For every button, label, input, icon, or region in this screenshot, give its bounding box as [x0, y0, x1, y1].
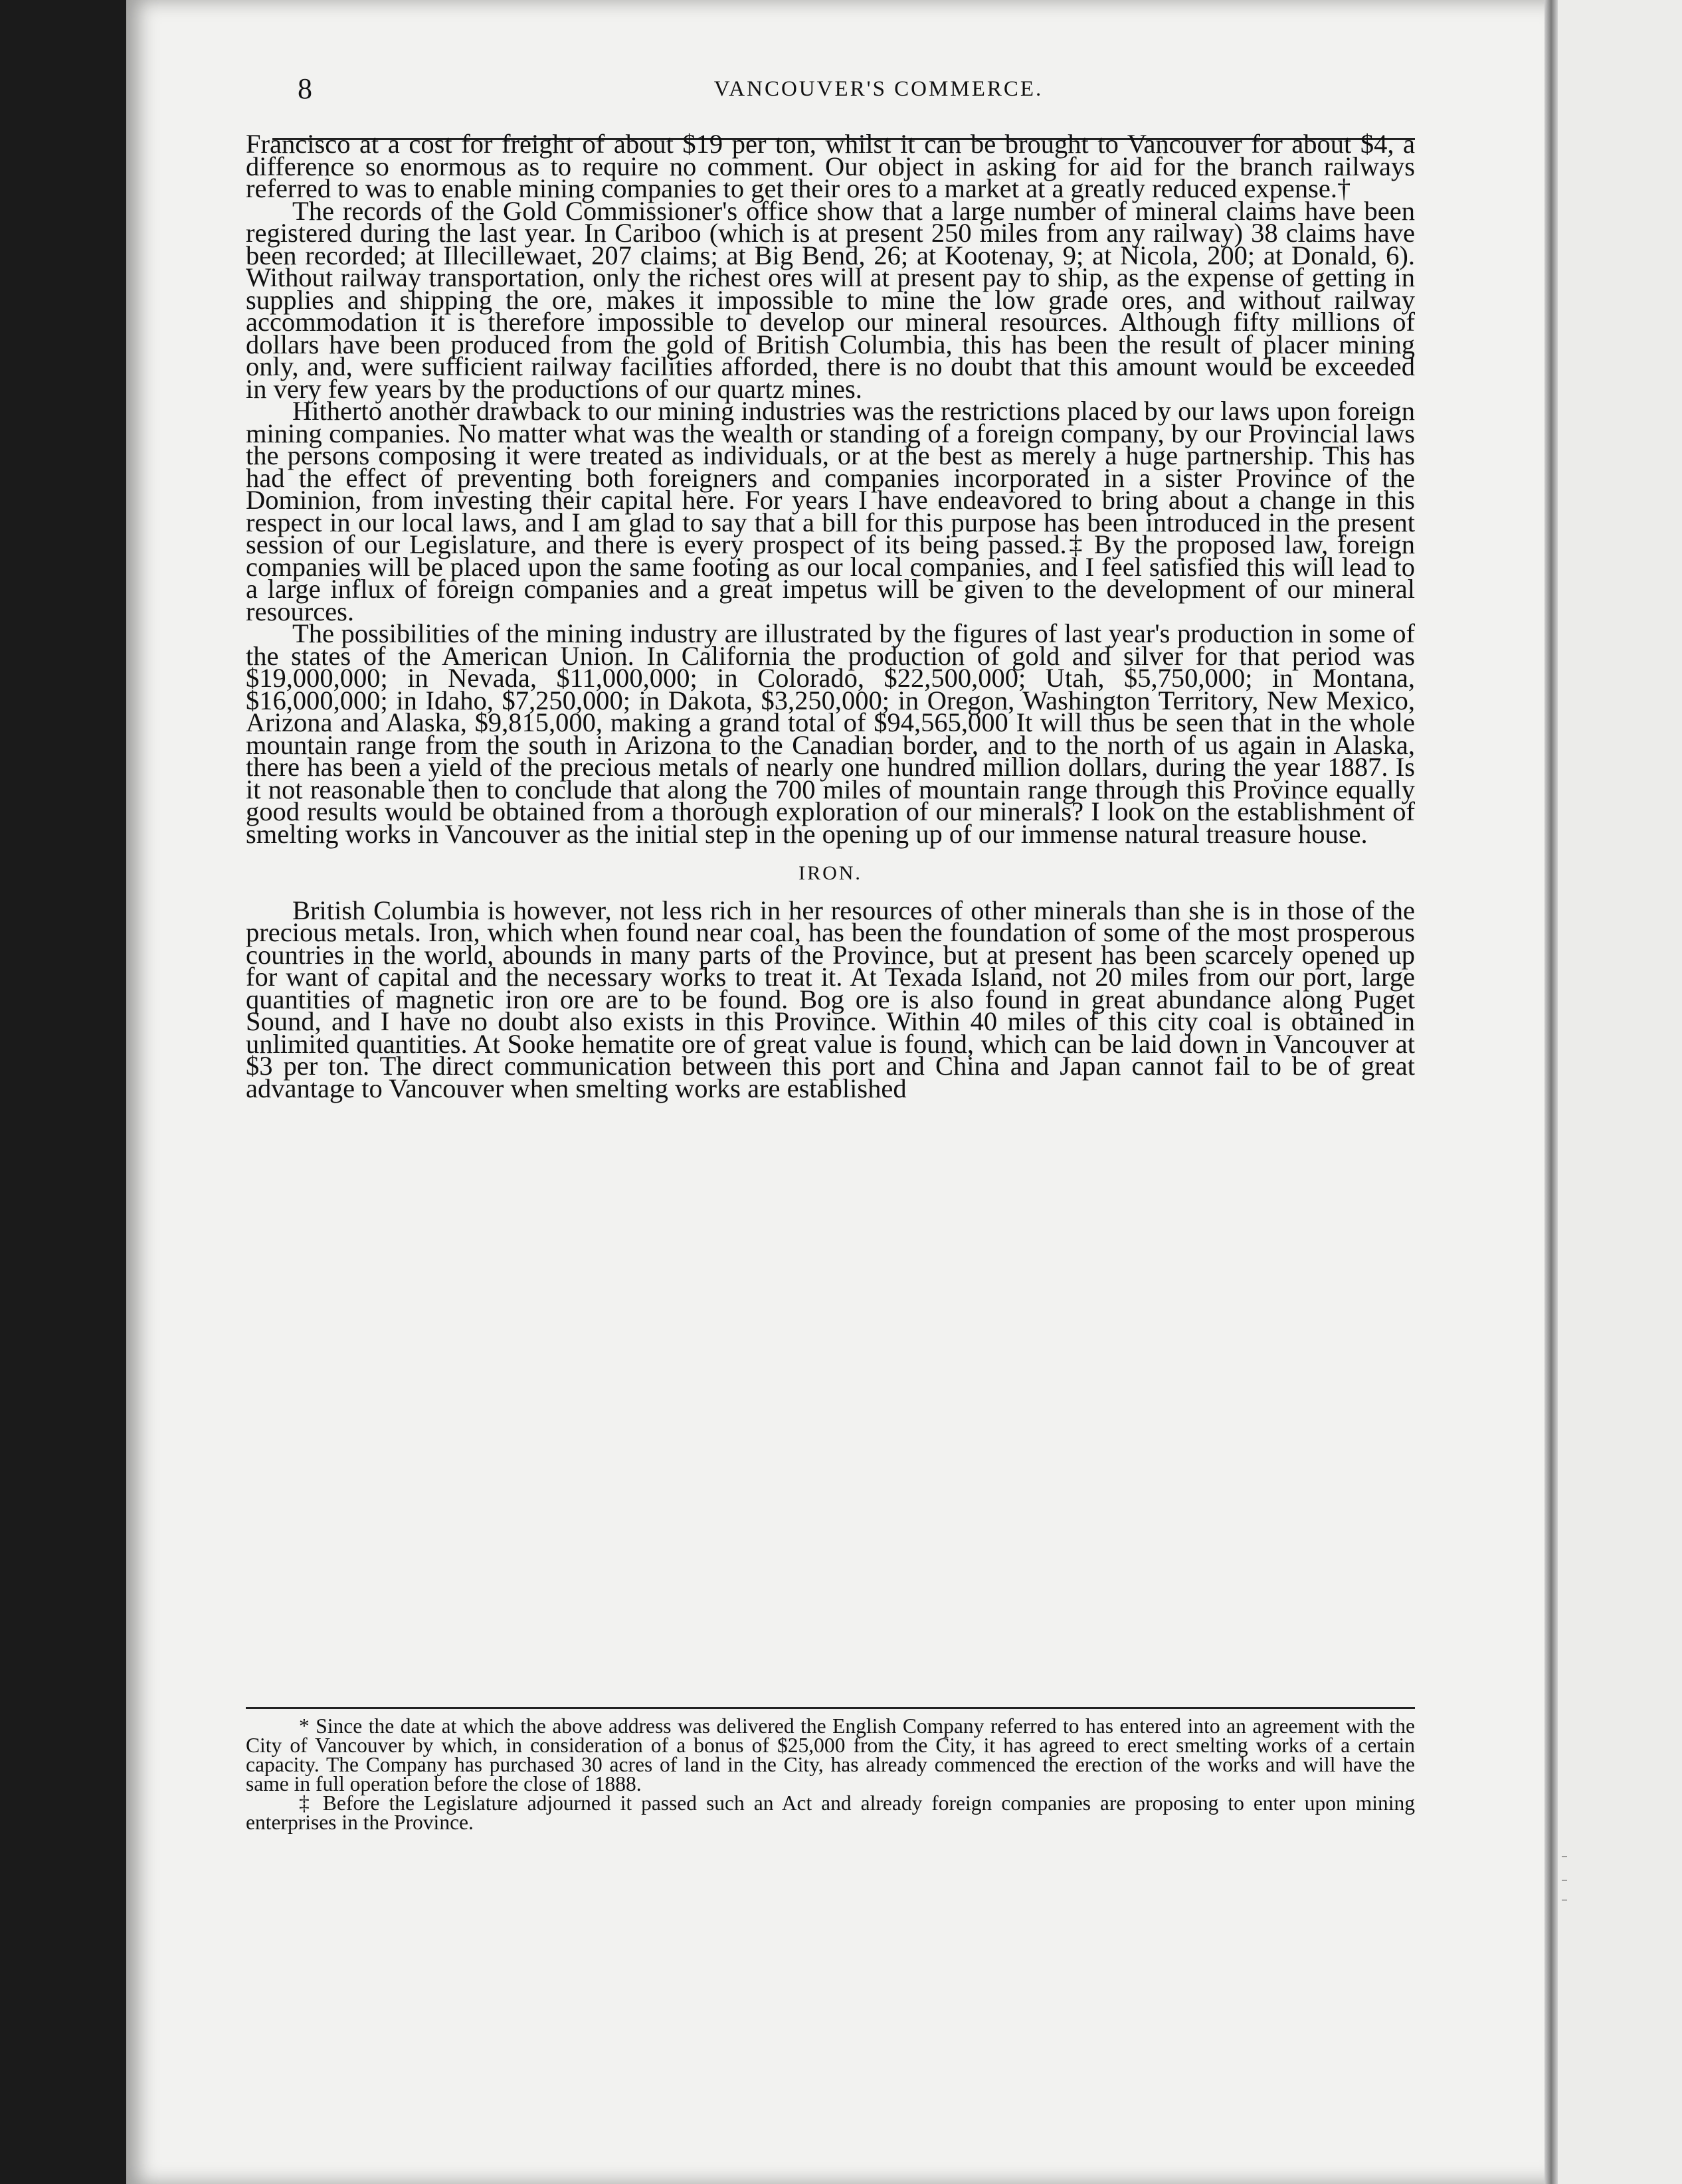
paragraph: Francisco at a cost for freight of about $19 per ton, whilst it can be brought to Vancouver for about $4, a difference so enormous as to require no comment. Our object in asking for aid for the branch railways referred to was to enable mining companies to get their ores to a market at a greatly reduced expense.†	[246, 129, 1415, 203]
footnote: * Since the date at which the above address was delivered the English Company referred to has entered into an agreement with the City of Vancouver by which, in consideration of a bonus of $25,000 from the City, it has agreed to erect smelting works of a certain capacity. The Company has purchased 30 acres of land in the City, has already commenced the erection of the works and will have the same in full operation before the close of 1888.	[246, 1714, 1415, 1795]
main-text	[246, 129, 1415, 1103]
running-head	[126, 72, 1551, 112]
page-number: 8	[298, 72, 312, 105]
footnotes	[246, 1716, 1415, 1832]
section-heading: IRON.	[798, 862, 862, 884]
running-title: VANCOUVER'S COMMERCE.	[713, 77, 1044, 101]
binding-shadow	[0, 0, 126, 2184]
footnote: ‡ Before the Legislature adjourned it passed such an Act and already foreign companies are proposing to enter upon mining enterprises in the Province.	[246, 1791, 1415, 1834]
page-fold	[1544, 0, 1558, 2184]
paragraph: Hitherto another drawback to our mining industries was the restrictions placed by our laws upon foreign mining companies. No matter what was the wealth or standing of a foreign company, by our Provincial laws the persons composing it were treated as individuals, or at the best as merely a huge partnership. This has had the effect of preventing both foreigners and companies incorporated in a sister Province of the Dominion, from investing their capital here. For years I have endeavored to bring about a change in this respect in our local laws, and I am glad to say that a bill for this purpose has been introduced in the present session of our Legislature, and there is every prospect of its being passed.‡ By the proposed law, foreign companies will be placed upon the same footing as our local companies, and I feel satisfied this will lead to a large influx of foreign companies and a great impetus will be given to the development of our mineral resources.	[246, 396, 1415, 626]
paragraph: The possibilities of the mining industry are illustrated by the figures of last year's production in some of the states of the American Union. In California the production of gold and silver for that period was $19,000,000; in Nevada, $11,000,000; in Colorado, $22,500,000; Utah, $5,750,000; in Montana, $16,000,000; in Idaho, $7,250,000; in Dakota, $3,250,000; in Oregon, Washington Territory, New Mexico, Arizona and Alaska, $9,815,000, making a grand total of $94,565,000 It will thus be seen that in the whole mountain range from the south in Arizona to the Canadian border, and to the north of us again in Alaska, there has been a yield of the precious metals of nearly one hundred million dollars, during the year 1887. Is it not reasonable then to conclude that along the 700 miles of mountain range through this Province equally good results would be obtained from a thorough exploration of our minerals? I look on the establishment of smelting works in Vancouver as the initial step in the opening up of our immense natural treasure house.	[246, 618, 1415, 849]
facing-page-edge	[1558, 0, 1682, 2184]
paragraph: British Columbia is however, not less rich in her resources of other minerals than she is in those of the precious metals. Iron, which when found near coal, has been the foundation of some of the most prosperous countries in the world, abounds in many parts of the Province, but at present has been scarcely opened up for want of capital and the necessary works to treat it. At Texada Island, not 20 miles from our port, large quantities of magnetic iron ore are to be found. Bog ore is also found in great abundance along Puget Sound, and I have no doubt also exists in this Province. Within 40 miles of this city coal is obtained in unlimited quantities. At Sooke hematite ore of great value is found, which can be laid down in Vancouver at $3 per ton. The direct communication between this port and China and Japan cannot fail to be of great advantage to Vancouver when smelting works are established	[246, 895, 1415, 1103]
paragraph: The records of the Gold Commissioner's office show that a large number of mineral claims have been registered during the last year. In Cariboo (which is at present 250 miles from any railway) 38 claims have been recorded; at Illecillewaet, 207 claims; at Big Bend, 26; at Kootenay, 9; at Nicola, 200; at Donald, 6). Without railway transportation, only the richest ores will at present pay to ship, as the expense of getting in supplies and shipping the ore, makes it impossible to mine the low grade ores, and without railway accommodation it is therefore impossible to develop our mineral resources. Although fifty millions of dollars have been produced from the gold of British Columbia, this has been the result of placer mining only, and, were sufficient railway facilities afforded, there is no doubt that this amount would be exceeded in very few years by the productions of our quartz mines.	[246, 195, 1415, 404]
footnote-rule	[246, 1707, 1415, 1709]
